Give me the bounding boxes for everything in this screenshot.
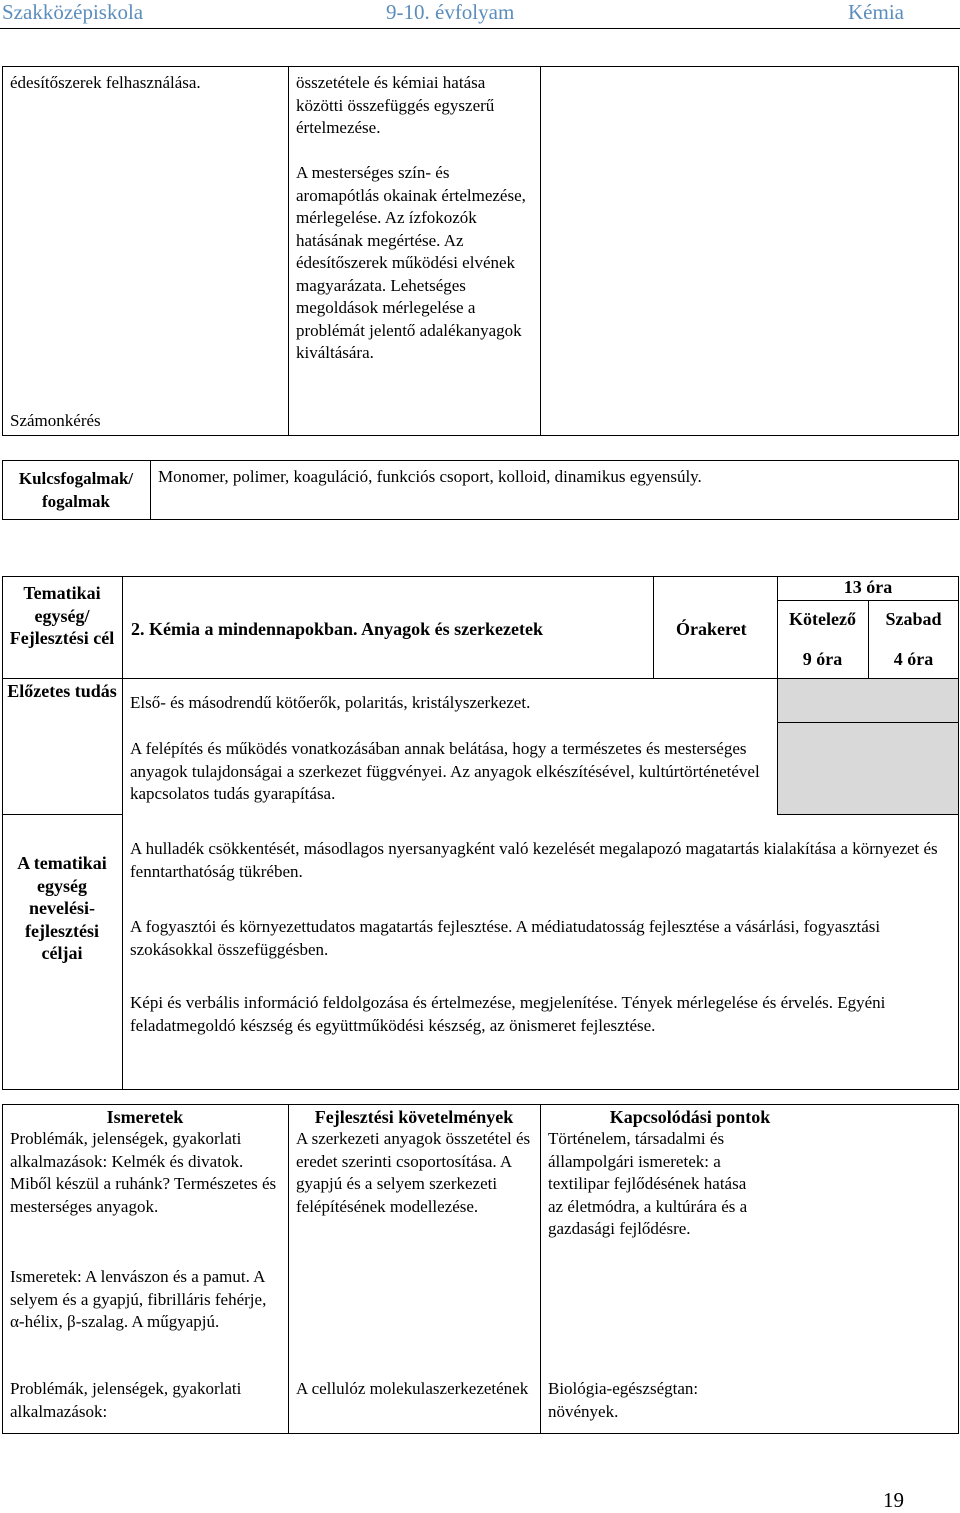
elozetes-text: Első- és másodrendű kötőerők, polaritás, kristályszerkezet.: [130, 693, 531, 712]
header-kapcsolodasi: Kapcsolódási pontok: [609, 1107, 771, 1127]
top-col2-text-1: összetétele és kémiai hatása közötti összefüggés egyszerű értelmezése.: [296, 73, 495, 137]
unit-cel-label: Tematikai egység/ Fejlesztési cél: [9, 583, 115, 648]
elozetes-label: Előzetes tudás: [7, 681, 117, 701]
unit-grey-divider: [777, 722, 959, 723]
unit-grey-bottom: [777, 814, 959, 815]
key-concepts-divider: [150, 460, 151, 520]
unit-title: 2. Kémia a mindennapokban. Anyagok és szerkezetek: [131, 619, 544, 639]
kotelezo-hours: 9 óra: [802, 649, 843, 669]
kotelezo-label: Kötelező: [789, 609, 856, 629]
cel-text-3: A fogyasztói és környezettudatos magatartás fejlesztése. A médiatudatosság fejlesztése a vásárlási, fogyasztási szokásokkal összefüggésben.: [130, 917, 881, 959]
unit-left-divider: [122, 576, 123, 1090]
top-table-divider-1: [288, 66, 289, 436]
fejlesztesi-text-2: A cellulóz molekulaszerkezetének: [296, 1379, 529, 1398]
key-concepts-text: Monomer, polimer, koaguláció, funkciós csoport, kolloid, dinamikus egyensúly.: [158, 467, 702, 486]
szabad-label: Szabad: [885, 609, 942, 629]
ismeretek-text-2: Ismeretek: A lenvászon és a pamut. A selyem és a gyapjú, fibrilláris fehérje, α-hélix, β-szalag. A műgyapjú.: [10, 1267, 267, 1331]
cel-text-1: A felépítés és működés vonatkozásában annak belátása, hogy a természetes és mesterséges anyagok tulajdonságai a szerkezet függvényei. Az anyagok elkészítésével, kultúrtörténetével kapcsolatos tudás gyarapítása.: [130, 739, 760, 803]
kapcsolodasi-text-2: Biológia-egészségtan: növények.: [548, 1379, 699, 1421]
top-col2-text-2: A mesterséges szín- és aromapótlás okainak értelmezése, mérlegelése. Az ízfokozók hatásának megértése. Az édesítőszerek működési elvének magyarázata. Lehetséges megoldások mérlegelése a problémát jelentő adalékanyagok kiváltására.: [296, 163, 526, 362]
unit-orakeret-divider: [653, 576, 654, 678]
szamonkeres-label: Számonkérés: [10, 411, 101, 430]
ismeretek-text-3: Problémák, jelenségek, gyakorlati alkalmazások:: [10, 1379, 242, 1421]
cel-text-4: Képi és verbális információ feldolgozása és értelmezése, megjelenítése. Tények mérlegelése és érvelés. Egyéni feladatmegoldó készség és együttműködési készség, az önismeret fejlesztése.: [130, 993, 886, 1035]
page-number: 19: [883, 1488, 904, 1512]
szabad-hours: 4 óra: [893, 649, 934, 669]
header-grade: 9-10. évfolyam: [386, 0, 515, 24]
grey-cell-elozetes: [777, 678, 958, 722]
content-divider-2: [540, 1104, 541, 1434]
header-subject: Kémia: [848, 0, 904, 24]
fejlesztesi-text-1: A szerkezeti anyagok összetétel és eredet szerinti csoportosítása. A gyapjú és a selyem szerkezeti felépítésének modellezése.: [296, 1129, 531, 1216]
orakeret-label: Órakeret: [676, 619, 747, 639]
unit-row-divider-1: [2, 678, 959, 679]
top-col1-text: édesítőszerek felhasználása.: [10, 73, 201, 92]
top-table-divider-2: [540, 66, 541, 436]
key-concepts-label: Kulcsfogalmak/ fogalmak: [18, 469, 134, 511]
unit-row-divider-2: [2, 814, 122, 815]
content-divider-1: [288, 1104, 289, 1434]
cel-text-2: A hulladék csökkentését, másodlagos nyersanyagként való kezelését megalapozó magatartás kialakítása a környezet és fenntarthatóság tükrében.: [130, 839, 938, 881]
page-header: [0, 0, 960, 29]
celok-label: A tematikai egység nevelési-fejlesztési céljai: [17, 853, 107, 963]
grey-cell-celok: [777, 722, 958, 814]
header-fejlesztesi: Fejlesztési követelmények: [314, 1107, 514, 1127]
ismeretek-text-1: Problémák, jelenségek, gyakorlati alkalmazások: Kelmék és divatok. Miből készül a ruhánk? Természetes és mesterséges anyagok.: [10, 1129, 277, 1216]
header-ismeretek: Ismeretek: [106, 1107, 184, 1127]
hours-total: 13 óra: [843, 577, 893, 597]
kapcsolodasi-text-1: Történelem, társadalmi és állampolgári ismeretek: a textilipar fejlődésének hatása az életmódra, a kultúrára és a gazdasági fejlődésre.: [548, 1129, 748, 1238]
header-school-type: Szakközépiskola: [2, 0, 144, 24]
